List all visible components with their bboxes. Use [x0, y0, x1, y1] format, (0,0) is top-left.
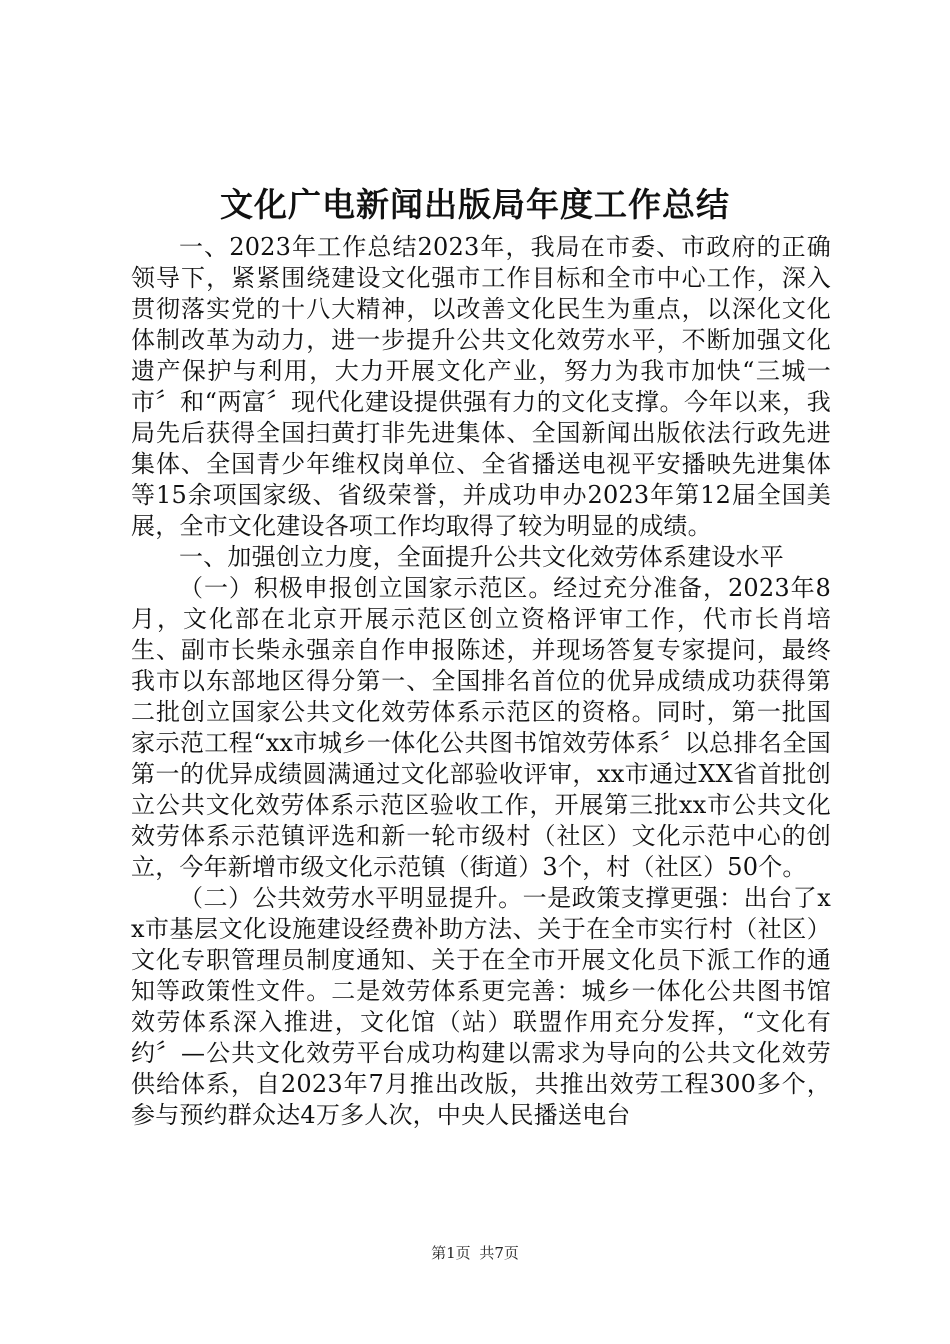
- section-heading: 一、加强创立力度，全面提升公共文化效劳体系建设水平: [179, 543, 784, 571]
- page-footer: [0, 1243, 950, 1263]
- paragraph-public-service: （二）公共效劳水平明显提升。一是政策支撑更强：出台了xx市基层文化设施建设经费补助方法、关于在全市实行村（社区）文化专职管理员制度通知、关于在全市开展文化员下派工作的通知等政策性文件。二是效劳体系更完善：城乡一体化公共图书馆效劳体系深入推进，文化馆（站）联盟作用充分发挥，“文化有约〞—公共文化效劳平台成功构建以需求为导向的公共文化效劳供给体系，自2023年7月推出改版，共推出效劳工程300多个，参与预约群众达4万多人次，中央人民播送电台: [131, 884, 831, 1129]
- document-body: [131, 232, 831, 1131]
- paragraph-summary: 一、2023年工作总结2023年，我局在市委、市政府的正确领导下，紧紧围绕建设文化强市工作目标和全市中心工作，深入贯彻落实党的十八大精神，以改善文化民生为重点，以深化文化体制改革为动力，进一步提升公共文化效劳水平，不断加强文化遗产保护与利用，大力开展文化产业，努力为我市加快“三城一市〞和“两富〞现代化建设提供强有力的文化支撑。今年以来，我局先后获得全国扫黄打非先进集体、全国新闻出版依法行政先进集体、全国青少年维权岗单位、全省播送电视平安播映先进集体等15余项国家级、省级荣誉，并成功申办2023年第12届全国美展，全市文化建设各项工作均取得了较为明显的成绩。: [131, 233, 831, 540]
- page-total: 共7页: [479, 1244, 519, 1262]
- paragraph-demonstration-zone: （一）积极申报创立国家示范区。经过充分准备，2023年8月，文化部在北京开展示范区创立资格评审工作，代市长肖培生、副市长柴永强亲自作申报陈述，并现场答复专家提问，最终我市以东部地区得分第一、全国排名首位的优异成绩成功获得第二批创立国家公共文化效劳体系示范区的资格。同时，第一批国家示范工程“xx市城乡一体化公共图书馆效劳体系〞以总排名全国第一的优异成绩圆满通过文化部验收评审，xx市通过XX省首批创立公共文化效劳体系示范区验收工作，开展第三批xx市公共文化效劳体系示范镇评选和新一轮市级村（社区）文化示范中心的创立，今年新增市级文化示范镇（街道）3个，村（社区）50个。: [131, 574, 831, 881]
- page-number: 第1页: [431, 1244, 471, 1262]
- document-title: 文化广电新闻出版局年度工作总结: [220, 185, 730, 224]
